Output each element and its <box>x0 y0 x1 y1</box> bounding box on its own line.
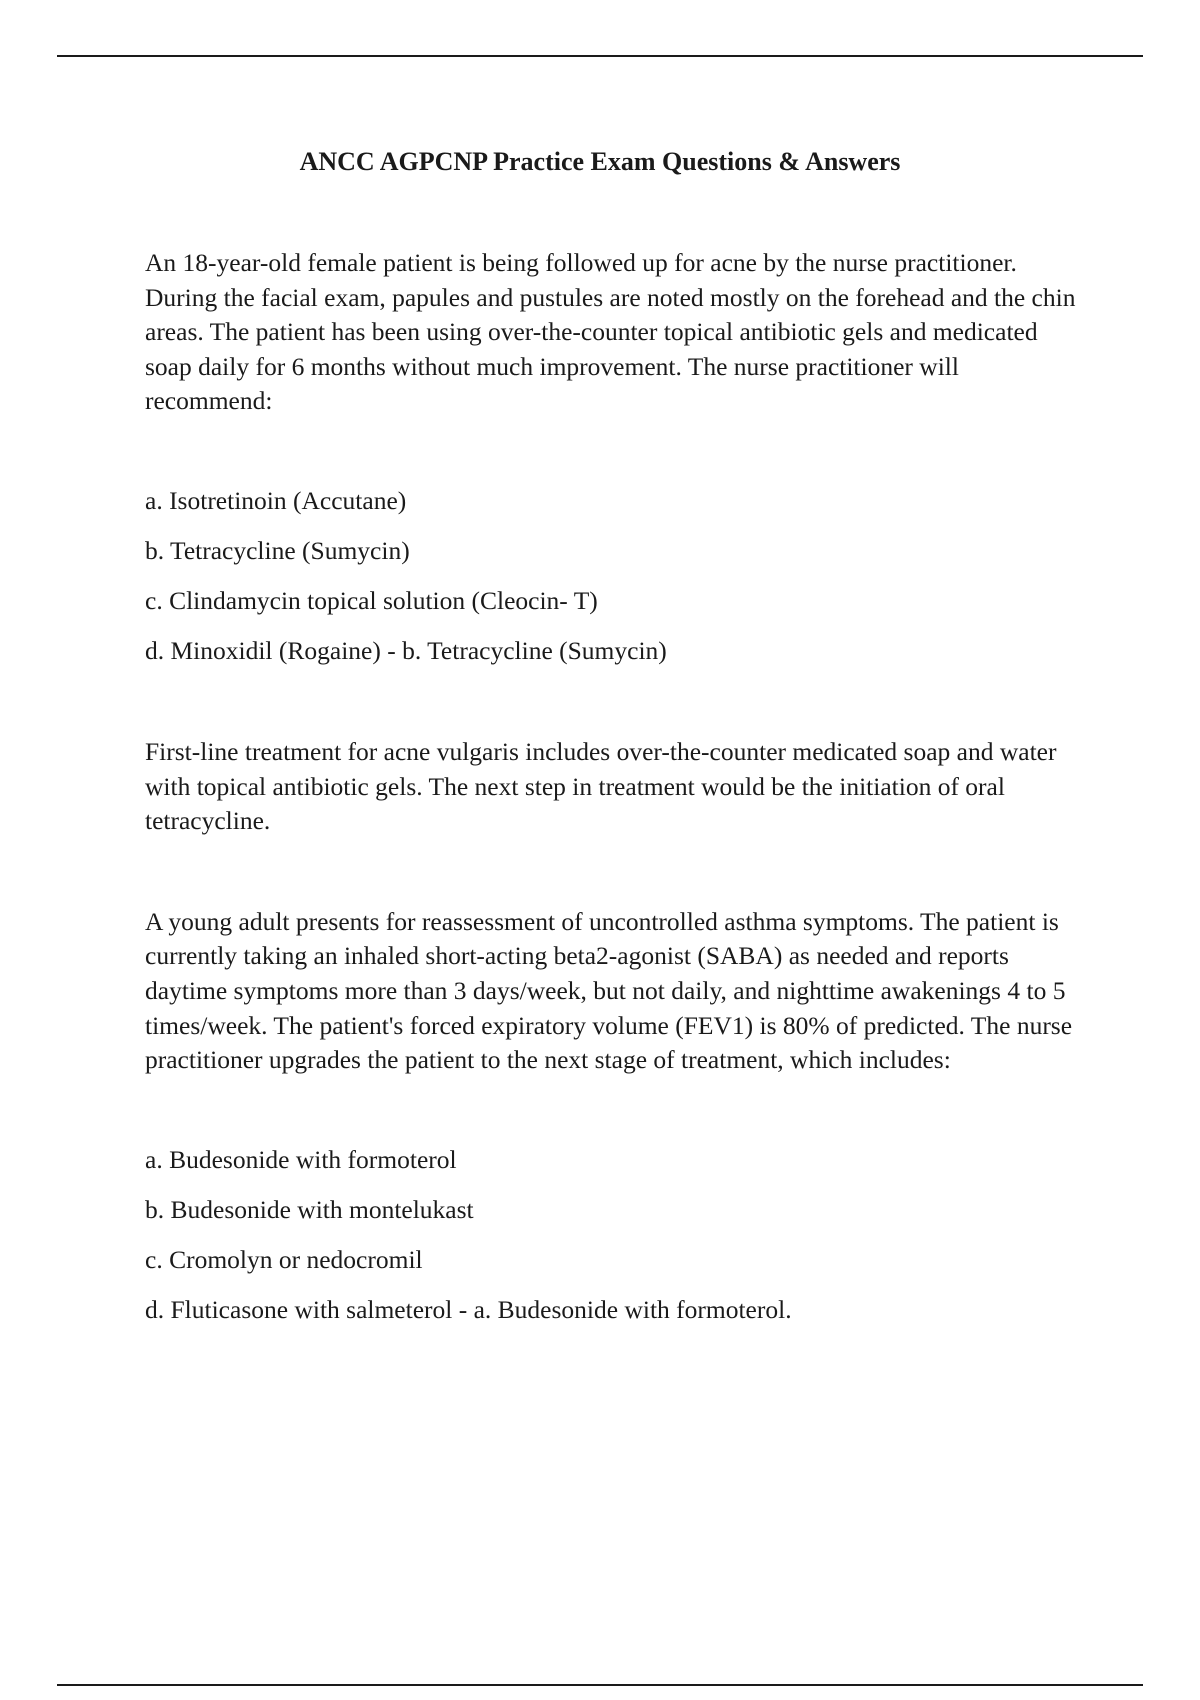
question-2-options <box>145 1143 1090 1327</box>
document-title: ANCC AGPCNP Practice Exam Questions & Answers <box>299 147 901 176</box>
footer-rule <box>57 1684 1143 1686</box>
question-2-option-d: d. Fluticasone with salmeterol - a. Budesonide with formoterol. <box>145 1294 792 1324</box>
question-2-option-b: b. Budesonide with montelukast <box>145 1194 474 1224</box>
question-1-explanation: First-line treatment for acne vulgaris includes over-the-counter medicated soap and water with topical antibiotic gels. The next step in treatment would be the initiation of oral tetracycline. <box>145 736 1057 836</box>
question-1-option-d: d. Minoxidil (Rogaine) - b. Tetracycline (Sumycin) <box>145 635 667 665</box>
header-rule <box>57 55 1143 57</box>
question-1-option-b: b. Tetracycline (Sumycin) <box>145 535 410 565</box>
question-1-stem: An 18-year-old female patient is being followed up for acne by the nurse practitioner. During the facial exam, papules and pustules are noted mostly on the forehead and the chin areas. The patient has been using over-the-counter topical antibiotic gels and medicated soap daily for 6 months without much improvement. The nurse practitioner will recommend: <box>145 248 1076 416</box>
question-1-option-a: a. Isotretinoin (Accutane) <box>145 485 407 515</box>
question-2-stem: A young adult presents for reassessment of uncontrolled asthma symptoms. The patient is currently taking an inhaled short-acting beta2-agonist (SABA) as needed and reports daytime symptoms more than 3 days/week, but not daily, and nighttime awakenings 4 to 5 times/week. The patient's forced expiratory volume (FEV1) is 80% of predicted. The nurse practitioner upgrades the patient to the next stage of treatment, which includes: <box>145 906 1073 1075</box>
question-1-options <box>145 484 1090 668</box>
question-1-option-c: c. Clindamycin topical solution (Cleocin- T) <box>145 585 598 615</box>
question-2-option-a: a. Budesonide with formoterol <box>145 1144 457 1174</box>
question-2-option-c: c. Cromolyn or nedocromil <box>145 1244 423 1274</box>
document-body <box>145 246 1090 1343</box>
